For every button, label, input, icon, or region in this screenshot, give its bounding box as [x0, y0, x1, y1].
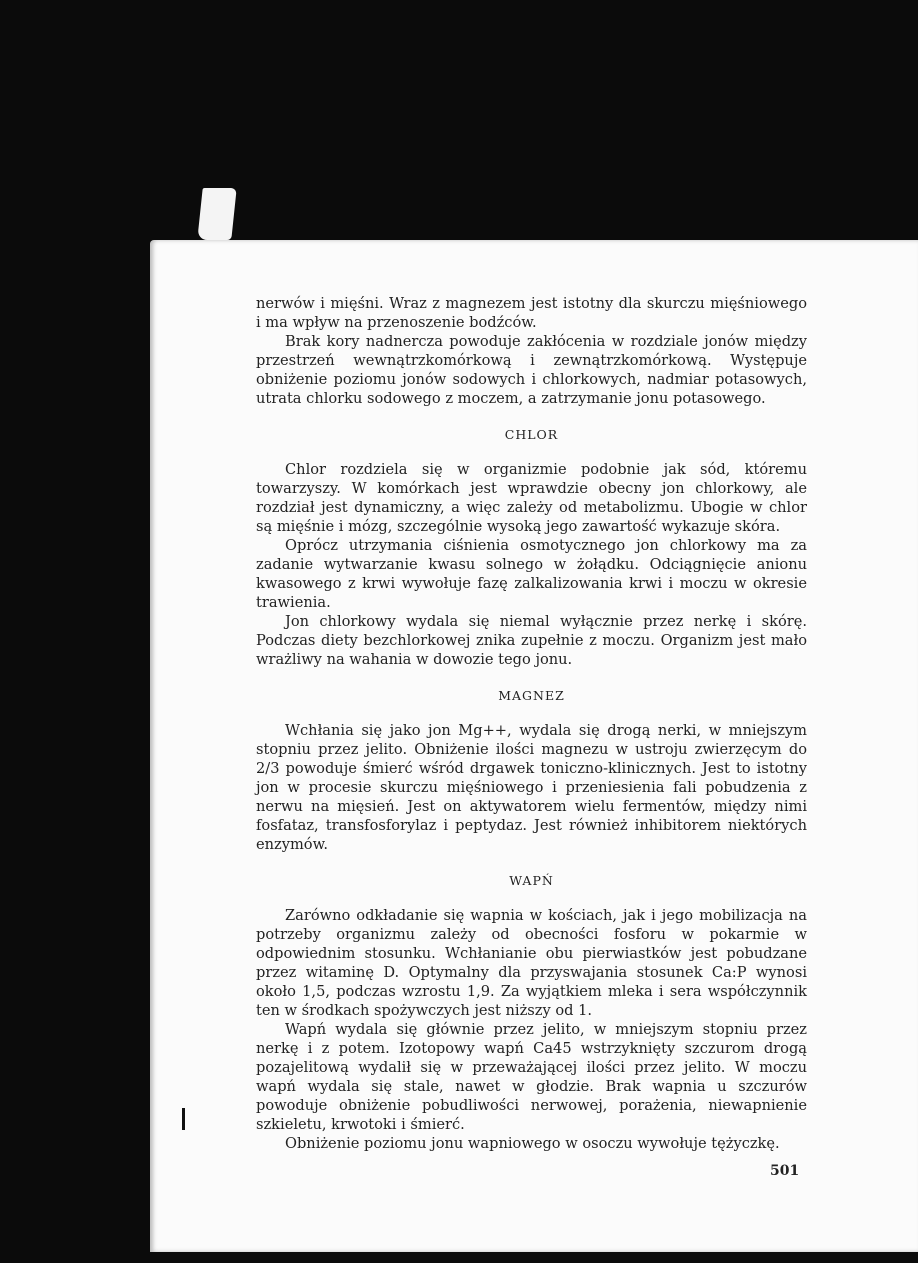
- paragraph-intro-1: nerwów i mięśni. Wraz z magnezem jest istotny dla skurczu mięśniowego i ma wpływ na przenoszenie bodźców.: [256, 295, 807, 331]
- paragraph-chlor-1: Chlor rozdziela się w organizmie podobnie jak sód, któremu towarzyszy. W komórkach jest wprawdzie obecny jon chlorkowy, ale rozdział jest dynamiczny, a więc zależy od metabolizmu. Ubogie w chlor są mięśnie i mózg, szczególnie wysoką jego zawartość wykazuje skóra.: [256, 461, 807, 535]
- paragraph-wapn-2: Wapń wydala się głównie przez jelito, w mniejszym stopniu przez nerkę i z potem. Izotopowy wapń Ca45 wstrzyknięty szczurom drogą pozajelitową wydalił się w przeważającej ilości przez jelito. W moczu wapń wydala się stale, nawet w głodzie. Brak wapnia u szczurów powoduje obniżenie pobudliwości nerwowej, porażenia, niewapnienie szkieletu, krwotoki i śmierć.: [256, 1021, 807, 1133]
- paragraph-wapn-1: Zarówno odkładanie się wapnia w kościach, jak i jego mobilizacja na potrzeby organizmu zależy od obecności fosforu w pokarmie w odpowiednim stosunku. Wchłanianie obu pierwiastków jest pobudzane przez witaminę D. Optymalny dla przyswajania stosunek Ca:P wynosi około 1,5, podczas wzrostu 1,9. Za wyjątkiem mleka i sera współczynnik ten w środkach spożywczych jest niższy od 1.: [256, 907, 807, 1019]
- paragraph-chlor-2: Oprócz utrzymania ciśnienia osmotycznego jon chlorkowy ma za zadanie wytwarzanie kwasu solnego w żołądku. Odciągnięcie anionu kwasowego z krwi wywołuje fazę zalkalizowania krwi i moczu w okresie trawienia.: [256, 537, 807, 611]
- heading-chlor: CHLOR: [504, 427, 559, 442]
- paper-scrap: [197, 188, 236, 240]
- paragraph-chlor-3: Jon chlorkowy wydala się niemal wyłącznie przez nerkę i skórę. Podczas diety bezchlorkowej znika zupełnie z moczu. Organizm jest mało wrażliwy na wahania w dowozie tego jonu.: [256, 613, 807, 668]
- paragraph-intro-2: Brak kory nadnercza powoduje zakłócenia w rozdziale jonów między przestrzeń wewnątrzkomórkową i zewnątrzkomórkową. Występuje obniżenie poziomu jonów sodowych i chlorkowych, nadmiar potasowych, utrata chlorku sodowego z moczem, a zatrzymanie jonu potasowego.: [256, 333, 807, 407]
- scan-background-bottom: [0, 1252, 918, 1263]
- page-text: [256, 294, 807, 1153]
- scan-background-left: [0, 262, 150, 1252]
- scan-background-top: [0, 0, 918, 262]
- paragraph-magnez-1: Wchłania się jako jon Mg++, wydala się drogą nerki, w mniejszym stopniu przez jelito. Obniżenie ilości magnezu w ustroju zwierzęcym do 2/3 powoduje śmierć wśród drgawek toniczno-klinicznych. Jest to istotny jon w procesie skurczu mięśniowego i przeniesienia fali pobudzenia z nerwu na mięsień. Jest on aktywatorem wielu fermentów, między nimi fosfataz, transfosforylaz i peptydaz. Jest również inhibitorem niektórych enzymów.: [256, 722, 807, 853]
- margin-mark: [182, 1108, 185, 1130]
- paragraph-wapn-3: Obniżenie poziomu jonu wapniowego w osoczu wywołuje tężyczkę.: [285, 1135, 780, 1152]
- heading-wapn: WAPŃ: [509, 873, 554, 888]
- heading-magnez: MAGNEZ: [498, 688, 565, 703]
- page-number: 501: [770, 1163, 800, 1179]
